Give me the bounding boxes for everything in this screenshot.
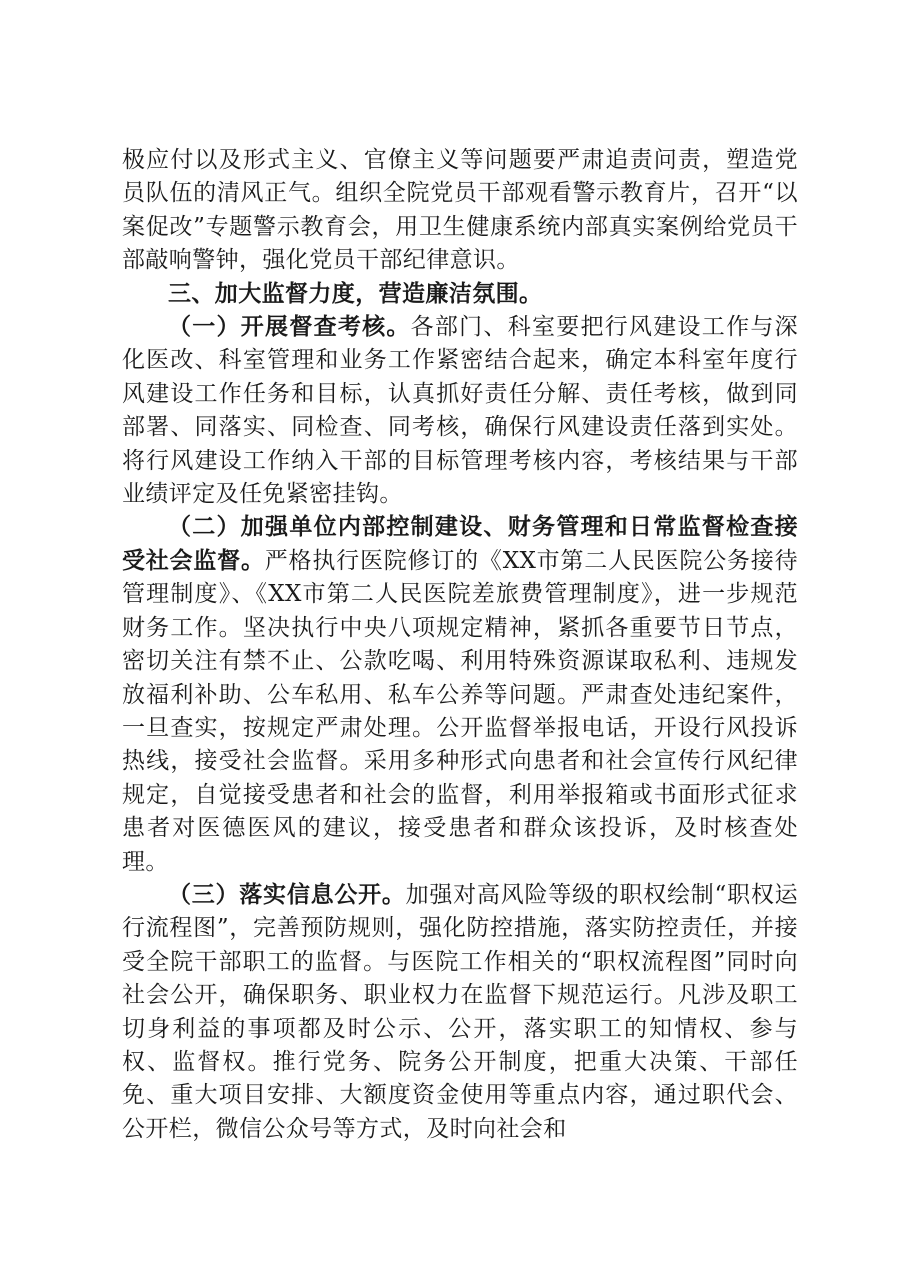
section-heading: 三、加大监督力度，营造廉洁氛围。 bbox=[168, 280, 543, 307]
item-2-body: 严格执行医院修订的《XX市第二人民医院公务接待管理制度》、《XX市第二人民医院差旅费管理制度》，进一步规范财务工作。坚决执行中央八项规定精神，紧抓各重要节日节点，密切关注有禁不止、公款吃喝、利用特殊资源谋取私利、违规发放福利补助、公车私用、私车公养等问题。严肃查处违纪案件，一旦查实，按规定严肃处理。公开监督举报电话，开设行风投诉热线，接受社会监督。采用多种形式向患者和社会宣传行风纪律规定，自觉接受患者和社会的监督，利用举报箱或书面形式征求患者对医德医风的建议，接受患者和群众该投诉，及时核查处理。 bbox=[122, 547, 798, 875]
paragraph-item-3 bbox=[122, 879, 798, 1146]
item-2-lead: （二）加强单位内部控制建设、财务管理和日常监督检查接受社会监督。 bbox=[122, 514, 798, 574]
item-1-lead: （一）开展督查考核。 bbox=[168, 314, 411, 341]
item-1-body: 各部门、科室要把行风建设工作与深化医改、科室管理和业务工作紧密结合起来，确定本科室年度行风建设工作任务和目标，认真抓好责任分解、责任考核，做到同部署、同落实、同检查、同考核，确保行风建设责任落到实处。将行风建设工作纳入干部的目标管理考核内容，考核结果与干部业绩评定及任免紧密挂钩。 bbox=[122, 314, 798, 508]
paragraph-item-1 bbox=[122, 311, 798, 511]
document-page bbox=[122, 144, 798, 1146]
item-3-body: 加强对高风险等级的职权绘制“职权运行流程图”，完善预防规则，强化防控措施，落实防控责任，并接受全院干部职工的监督。与医院工作相关的“职权流程图”同时向社会公开，确保职务、职业权力在监督下规范运行。凡涉及职工切身利益的事项都及时公示、公开，落实职工的知情权、参与权、监督权。推行党务、院务公开制度，把重大决策、干部任免、重大项目安排、大额度资金使用等重点内容，通过职代会、公开栏，微信公众号等方式，及时向社会和 bbox=[122, 881, 799, 1142]
item-3-lead: （三）落实信息公开。 bbox=[168, 881, 406, 908]
paragraph-item-2 bbox=[122, 511, 798, 878]
paragraph-continuation: 极应付以及形式主义、官僚主义等问题要严肃追责问责，塑造党员队伍的清风正气。组织全院党员干部观看警示教育片，召开“以案促改”专题警示教育会，用卫生健康系统内部真实案例给党员干部敲响警钟，强化党员干部纪律意识。 bbox=[122, 147, 798, 274]
